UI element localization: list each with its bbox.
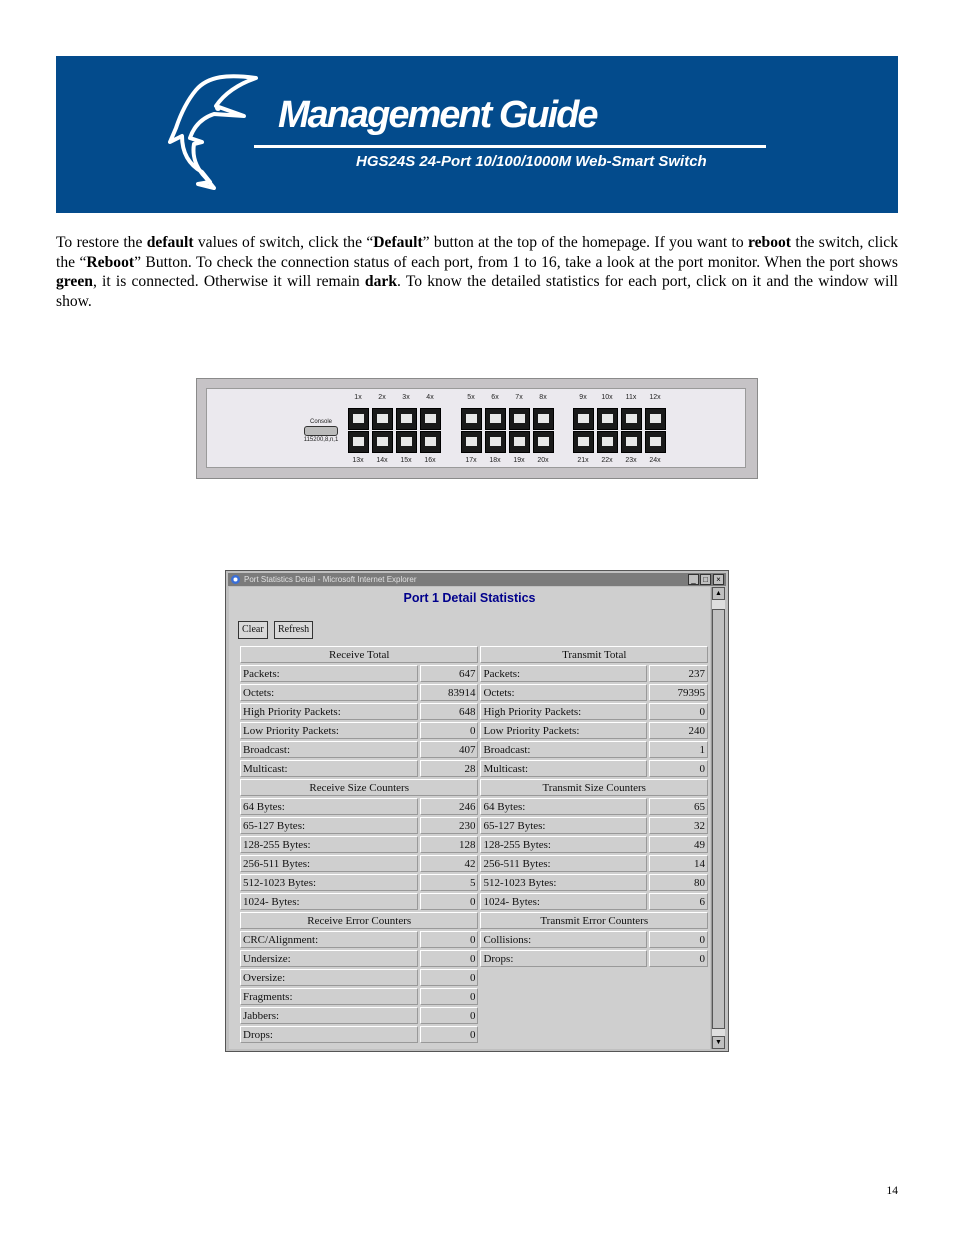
vertical-scrollbar[interactable] (711, 587, 725, 1049)
text-bold: default (146, 234, 194, 251)
scroll-up-icon[interactable]: ▲ (712, 587, 725, 600)
page-title: Port 1 Detail Statistics (403, 591, 536, 605)
port-label-top: 4x (426, 394, 434, 401)
port-label-bottom: 22x (601, 457, 613, 464)
refresh-button[interactable]: Refresh (274, 621, 313, 639)
table-row (240, 874, 708, 891)
port-label-bottom: 16x (424, 457, 436, 464)
tx-value: 0 (649, 931, 708, 948)
table-row (240, 760, 708, 777)
table-row (240, 893, 708, 910)
table-row (240, 1026, 708, 1043)
port-label-top: 8x (539, 394, 547, 401)
port-label-bottom: 23x (625, 457, 637, 464)
window-content (229, 587, 710, 1049)
rx-value: 0 (420, 969, 479, 986)
banner-title: Management Guide (278, 94, 597, 136)
port-label-bottom: 14x (376, 457, 388, 464)
rx-value: 5 (420, 874, 479, 891)
port-label-top: 5x (467, 394, 475, 401)
table-row (240, 836, 708, 853)
receive-error-header: Receive Error Counters (240, 912, 478, 929)
port-label-bottom: 13x (352, 457, 364, 464)
transmit-size-header: Transmit Size Counters (480, 779, 708, 796)
table-header-row (240, 646, 708, 663)
table-row (240, 798, 708, 815)
port-label-top: 9x (579, 394, 587, 401)
table-row (240, 722, 708, 739)
window-title: Port Statistics Detail - Microsoft Internet Explorer (244, 575, 417, 584)
rx-label: Fragments: (240, 988, 418, 1005)
eagle-logo-icon (168, 72, 258, 192)
ethernet-port-icon[interactable] (597, 431, 618, 453)
port-label-top: 6x (491, 394, 499, 401)
ethernet-port-icon[interactable] (348, 408, 369, 430)
transmit-error-header: Transmit Error Counters (480, 912, 708, 929)
text-run: values of switch, click the “ (193, 234, 374, 251)
ethernet-port-icon[interactable] (597, 408, 618, 430)
port-label-bottom: 20x (537, 457, 549, 464)
ethernet-port-icon[interactable] (645, 408, 666, 430)
rx-value: 246 (420, 798, 479, 815)
rx-value: 0 (420, 722, 479, 739)
close-button[interactable]: × (713, 574, 724, 585)
rx-label: Packets: (240, 665, 418, 682)
text-bold: green (56, 273, 93, 291)
ethernet-port-icon[interactable] (420, 431, 441, 453)
rx-label: Jabbers: (240, 1007, 418, 1024)
table-row (240, 950, 708, 967)
port-statistics-window (225, 570, 729, 1052)
empty-cell (480, 988, 708, 1005)
ethernet-port-icon[interactable] (645, 431, 666, 453)
table-row (240, 817, 708, 834)
tx-value: 1 (649, 741, 708, 758)
ethernet-port-icon[interactable] (509, 431, 530, 453)
rx-label: 64 Bytes: (240, 798, 418, 815)
empty-cell (480, 969, 708, 986)
port-label-bottom: 21x (577, 457, 589, 464)
statistics-table (238, 644, 710, 1045)
table-row (240, 855, 708, 872)
port-monitor-panel (196, 378, 758, 479)
empty-cell (480, 1007, 708, 1024)
empty-cell (480, 1026, 708, 1043)
window-titlebar[interactable] (228, 573, 726, 586)
text-bold: dark (364, 273, 397, 291)
tx-label: Octets: (480, 684, 647, 701)
rx-value: 0 (420, 1007, 479, 1024)
rx-value: 647 (420, 665, 479, 682)
rx-value: 42 (420, 855, 479, 872)
ethernet-port-icon[interactable] (396, 431, 417, 453)
ethernet-port-icon[interactable] (573, 431, 594, 453)
table-row (240, 741, 708, 758)
rx-label: 256-511 Bytes: (240, 855, 418, 872)
ethernet-port-icon[interactable] (621, 431, 642, 453)
text-run: the switch, click the “ (56, 234, 899, 271)
rx-label: 512-1023 Bytes: (240, 874, 418, 891)
rx-label: High Priority Packets: (240, 703, 418, 720)
console-label: Console (309, 419, 332, 425)
tx-label: High Priority Packets: (480, 703, 647, 720)
serial-port-icon (304, 426, 338, 436)
rx-value: 0 (420, 950, 479, 967)
rx-value: 648 (420, 703, 479, 720)
receive-size-header: Receive Size Counters (240, 779, 478, 796)
text-run: ” Button. To check the connection status of each port, from 1 to 16, take a look at the port monitor. When the port shows (134, 253, 899, 271)
port-label-bottom: 24x (649, 457, 661, 464)
tx-value: 6 (649, 893, 708, 910)
rx-label: Drops: (240, 1026, 418, 1043)
rx-label: Multicast: (240, 760, 418, 777)
port-label-top: 3x (402, 394, 410, 401)
text-run: . To know the detailed statistics for each port, click on it and the window will show. (56, 273, 898, 310)
table-header-row (240, 779, 708, 796)
console-port (291, 419, 351, 443)
text-run: To restore the (56, 234, 147, 251)
tx-value: 80 (649, 874, 708, 891)
ethernet-port-icon[interactable] (533, 408, 554, 430)
port-label-top: 2x (378, 394, 386, 401)
table-row (240, 969, 708, 986)
port-label-top: 7x (515, 394, 523, 401)
ethernet-port-icon[interactable] (348, 431, 369, 453)
tx-label: 512-1023 Bytes: (480, 874, 647, 891)
tx-label: Multicast: (480, 760, 647, 777)
tx-label: Packets: (480, 665, 647, 682)
ethernet-port-icon[interactable] (461, 431, 482, 453)
ethernet-port-icon[interactable] (461, 408, 482, 430)
table-row (240, 931, 708, 948)
text-bold: reboot (747, 234, 792, 251)
tx-value: 79395 (649, 684, 708, 701)
ethernet-port-icon[interactable] (485, 408, 506, 430)
rx-label: Broadcast: (240, 741, 418, 758)
text-bold: Default (373, 234, 423, 251)
rx-value: 0 (420, 893, 479, 910)
ethernet-port-icon[interactable] (509, 408, 530, 430)
rx-label: Oversize: (240, 969, 418, 986)
minimize-button[interactable]: _ (688, 574, 699, 585)
ethernet-port-icon[interactable] (485, 431, 506, 453)
maximize-button[interactable]: □ (700, 574, 711, 585)
rx-label: Low Priority Packets: (240, 722, 418, 739)
tx-label: 1024- Bytes: (480, 893, 647, 910)
rx-value: 128 (420, 836, 479, 853)
port-label-bottom: 15x (400, 457, 412, 464)
console-setting: 115200,8,n,1 (303, 437, 339, 443)
port-label-top: 10x (601, 394, 613, 401)
rx-value: 230 (420, 817, 479, 834)
tx-label: Broadcast: (480, 741, 647, 758)
tx-value: 237 (649, 665, 708, 682)
port-monitor-faceplate (206, 388, 746, 468)
tx-value: 65 (649, 798, 708, 815)
body-paragraph (56, 233, 898, 311)
text-run: , it is connected. Otherwise it will remain (92, 273, 365, 291)
tx-value: 14 (649, 855, 708, 872)
ie-icon (230, 574, 241, 585)
table-row (240, 703, 708, 720)
rx-value: 0 (420, 931, 479, 948)
ethernet-port-icon[interactable] (420, 408, 441, 430)
tx-value: 240 (649, 722, 708, 739)
rx-label: CRC/Alignment: (240, 931, 418, 948)
tx-label: 64 Bytes: (480, 798, 647, 815)
tx-value: 0 (649, 703, 708, 720)
table-row (240, 684, 708, 701)
rx-label: Octets: (240, 684, 418, 701)
text-bold: Reboot (86, 253, 135, 271)
tx-label: 128-255 Bytes: (480, 836, 647, 853)
rx-value: 0 (420, 1026, 479, 1043)
rx-label: 1024- Bytes: (240, 893, 418, 910)
port-label-top: 12x (649, 394, 661, 401)
clear-button[interactable]: Clear (238, 621, 268, 639)
transmit-total-header: Transmit Total (480, 646, 708, 663)
banner-subtitle: HGS24S 24-Port 10/100/1000M Web-Smart Switch (356, 153, 707, 170)
port-label-bottom: 17x (465, 457, 477, 464)
rx-value: 0 (420, 988, 479, 1005)
table-row (240, 665, 708, 682)
header-banner (56, 56, 898, 213)
rx-label: Undersize: (240, 950, 418, 967)
ethernet-port-icon[interactable] (533, 431, 554, 453)
tx-label: 256-511 Bytes: (480, 855, 647, 872)
rx-label: 65-127 Bytes: (240, 817, 418, 834)
table-header-row (240, 912, 708, 929)
port-label-top: 11x (625, 394, 637, 401)
port-label-top: 1x (354, 394, 362, 401)
tx-label: Collisions: (480, 931, 647, 948)
ethernet-port-icon[interactable] (621, 408, 642, 430)
tx-label: 65-127 Bytes: (480, 817, 647, 834)
text-run: ” button at the top of the homepage. If you want to (422, 234, 748, 251)
ethernet-port-icon[interactable] (396, 408, 417, 430)
rx-value: 83914 (420, 684, 479, 701)
tx-value: 0 (649, 760, 708, 777)
ethernet-port-icon[interactable] (372, 431, 393, 453)
rx-value: 28 (420, 760, 479, 777)
table-row (240, 988, 708, 1005)
tx-label: Low Priority Packets: (480, 722, 647, 739)
tx-value: 32 (649, 817, 708, 834)
tx-value: 49 (649, 836, 708, 853)
port-label-bottom: 19x (513, 457, 525, 464)
ethernet-port-icon[interactable] (372, 408, 393, 430)
tx-value: 0 (649, 950, 708, 967)
scroll-thumb[interactable] (712, 609, 725, 1029)
table-row (240, 1007, 708, 1024)
tx-label: Drops: (480, 950, 647, 967)
banner-divider (254, 145, 766, 148)
port-label-bottom: 18x (489, 457, 501, 464)
ethernet-port-icon[interactable] (573, 408, 594, 430)
rx-label: 128-255 Bytes: (240, 836, 418, 853)
scroll-down-icon[interactable]: ▼ (712, 1036, 725, 1049)
receive-total-header: Receive Total (240, 646, 478, 663)
rx-value: 407 (420, 741, 479, 758)
page-number: 14 (886, 1185, 898, 1197)
